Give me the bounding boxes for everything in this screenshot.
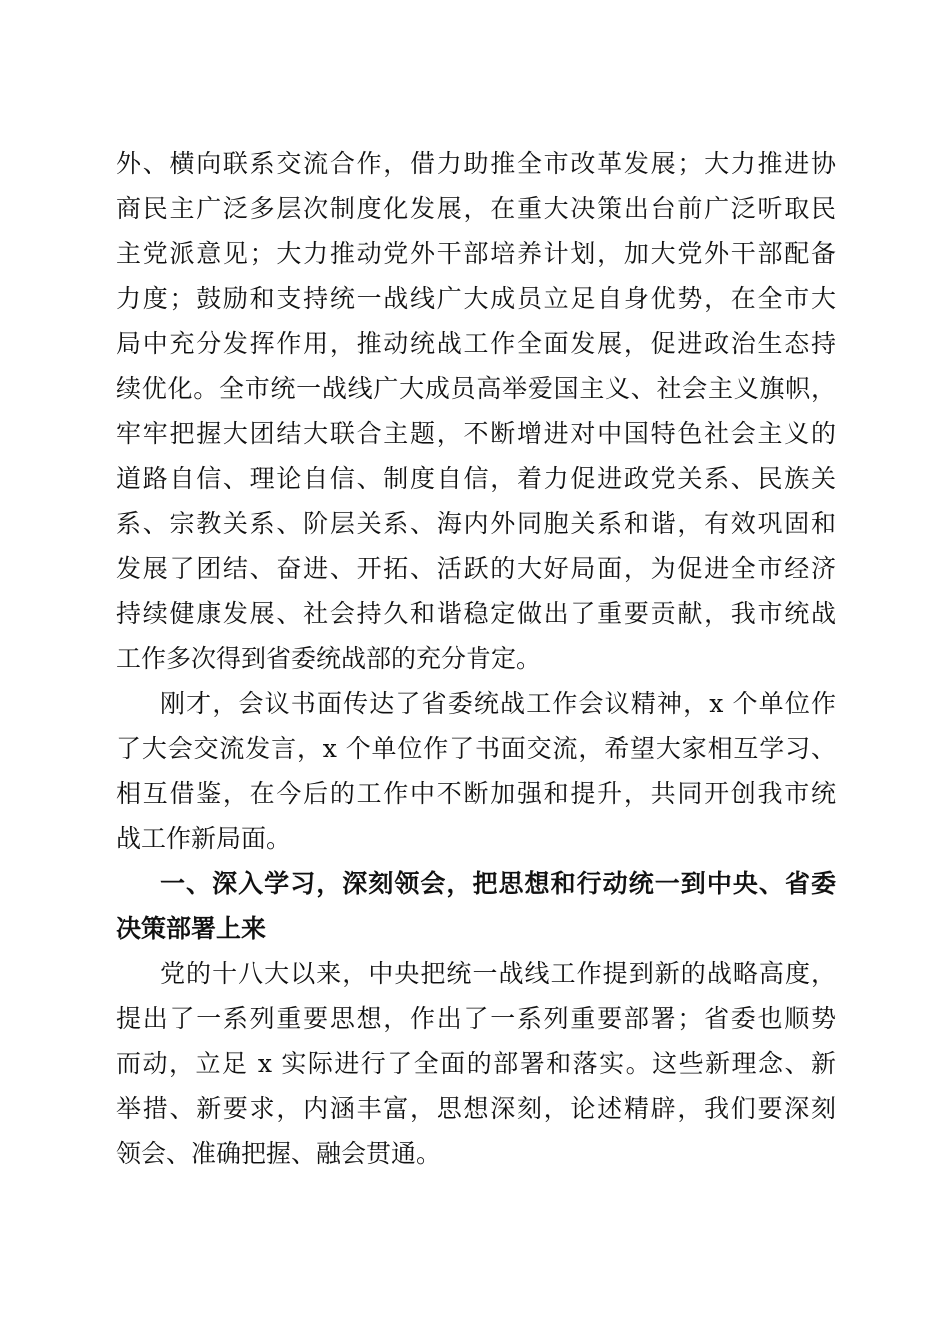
text-line: 续优化。全市统一战线广大成员高举爱国主义、社会主义旗帜， bbox=[116, 374, 836, 403]
text-line: 工作多次得到省委统战部的充分肯定。 bbox=[116, 644, 542, 673]
text-line: 领会、准确把握、融会贯通。 bbox=[116, 1139, 442, 1168]
text-line: 党的十八大以来，中央把统一战线工作提到新的战略高度， bbox=[160, 959, 836, 988]
text-line: 牢牢把握大团结大联合主题，不断增进对中国特色社会主义的 bbox=[116, 419, 836, 448]
text-line: 道路自信、理论自信、制度自信，着力促进政党关系、民族关 bbox=[116, 464, 836, 493]
text-line: 力度；鼓励和支持统一战线广大成员立足自身优势，在全市大 bbox=[116, 284, 836, 313]
text-line: 主党派意见；大力推动党外干部培养计划，加大党外干部配备 bbox=[116, 239, 836, 268]
text-line: 举措、新要求，内涵丰富，思想深刻，论述精辟，我们要深刻 bbox=[116, 1094, 836, 1123]
text-line: 了大会交流发言，x 个单位作了书面交流，希望大家相互学习、 bbox=[116, 734, 836, 763]
paragraph-continuation bbox=[116, 141, 836, 681]
text-line: 系、宗教关系、阶层关系、海内外同胞关系和谐，有效巩固和 bbox=[116, 509, 836, 538]
text-line: 提出了一系列重要思想，作出了一系列重要部署；省委也顺势 bbox=[116, 1004, 836, 1033]
text-line: 发展了团结、奋进、开拓、活跃的大好局面，为促进全市经济 bbox=[116, 554, 836, 583]
heading-line: 决策部署上来 bbox=[116, 914, 267, 943]
paragraph-meeting-summary bbox=[116, 681, 836, 861]
text-line: 刚才，会议书面传达了省委统战工作会议精神，x 个单位作 bbox=[160, 689, 836, 718]
text-line: 商民主广泛多层次制度化发展，在重大决策出台前广泛听取民 bbox=[116, 194, 836, 223]
section-heading bbox=[116, 861, 836, 951]
document-body bbox=[116, 141, 836, 1176]
heading-line: 一、深入学习，深刻领会，把思想和行动统一到中央、省委 bbox=[160, 869, 836, 898]
text-line: 战工作新局面。 bbox=[116, 824, 292, 853]
text-line: 局中充分发挥作用，推动统战工作全面发展，促进政治生态持 bbox=[116, 329, 836, 358]
text-line: 持续健康发展、社会持久和谐稳定做出了重要贡献，我市统战 bbox=[116, 599, 836, 628]
text-line: 外、横向联系交流合作，借力助推全市改革发展；大力推进协 bbox=[116, 149, 836, 178]
paragraph-section-body bbox=[116, 951, 836, 1176]
text-line: 相互借鉴，在今后的工作中不断加强和提升，共同开创我市统 bbox=[116, 779, 836, 808]
text-line: 而动，立足 x 实际进行了全面的部署和落实。这些新理念、新 bbox=[116, 1049, 836, 1078]
